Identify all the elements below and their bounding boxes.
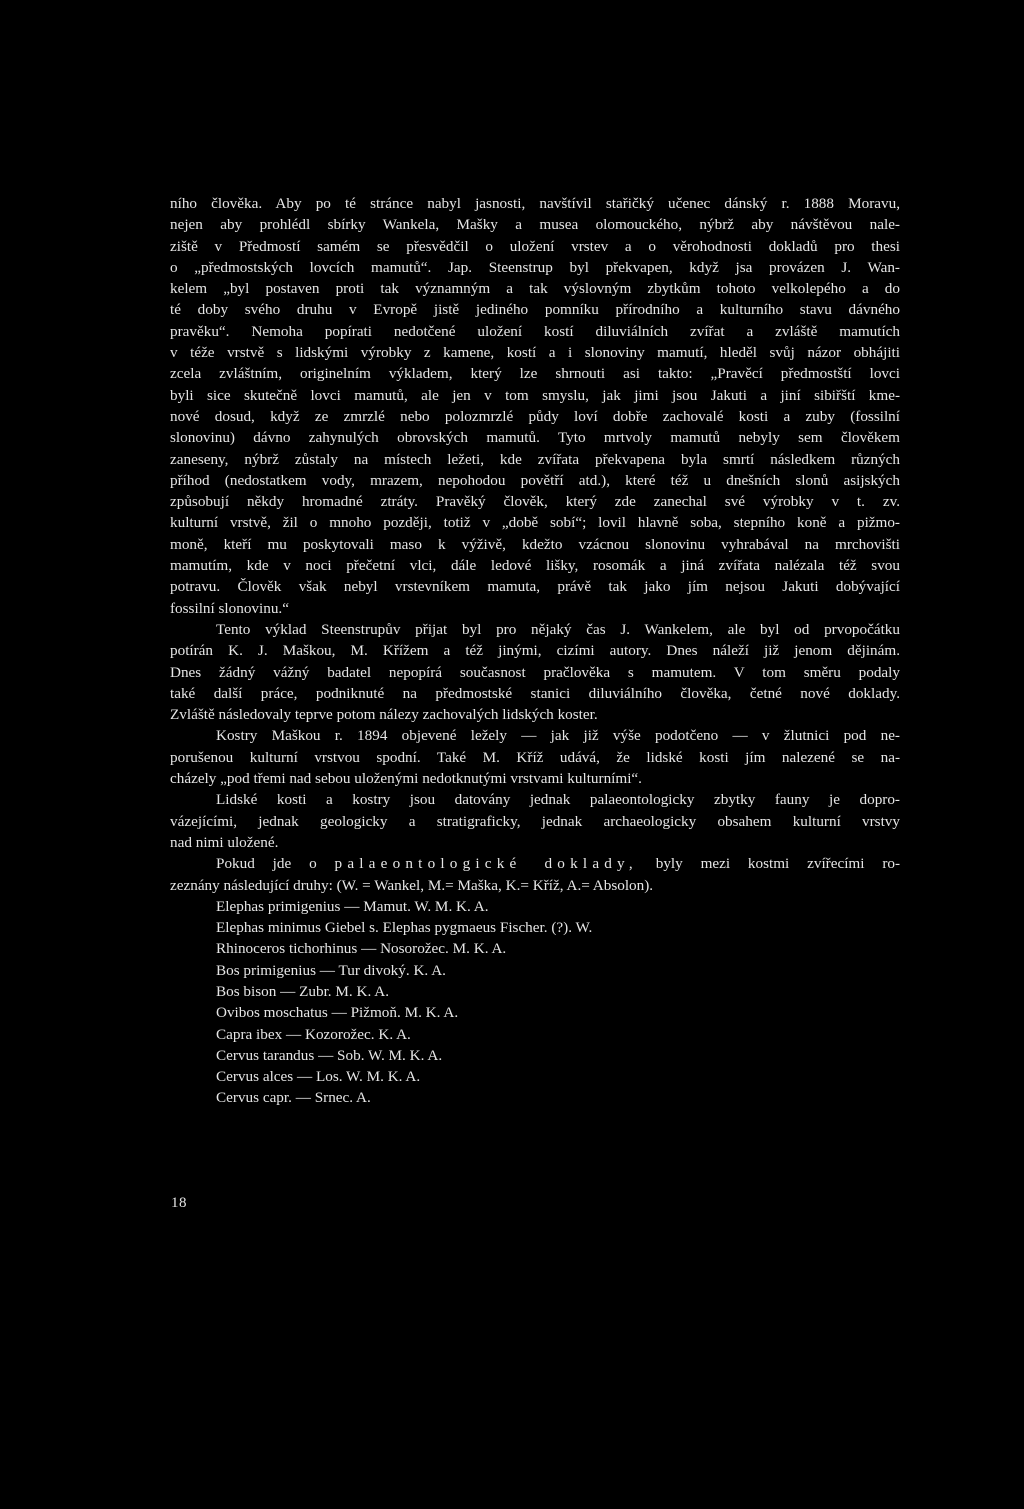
list-item: Cervus alces — Los. W. M. K. A. bbox=[216, 1068, 421, 1086]
text-line: ního člověka. Aby po té stránce nabyl jasnosti, navštívil stařičký učenec dánský r. 1888 Moravu, bbox=[170, 195, 900, 212]
list-item: Ovibos moschatus — Pižmoň. M. K. A. bbox=[216, 1004, 459, 1022]
list-item: Cervus capr. — Srnec. A. bbox=[216, 1089, 371, 1107]
text-line: byli sice skutečně lovci mamutů, ale jen v tom smyslu, jak jimi jsou Jakuti a jiní sibiřští kme- bbox=[170, 386, 900, 404]
text-line: způsobují někdy hromadné ztráty. Pravěký člověk, který zde zanechal své výrobky v t. zv. bbox=[170, 493, 900, 511]
text-line: zeznány následující druhy: (W. = Wankel, M.= Maška, K.= Kříž, A.= Absolon). bbox=[170, 876, 654, 894]
text-line: Dnes žádný vážný badatel nepopírá současnost pračlověka s mamutem. V tom směru podaly bbox=[170, 663, 900, 681]
list-item: Capra ibex — Kozorožec. K. A. bbox=[216, 1025, 411, 1043]
text-line: nové dosud, když ze zmrzlé nebo polozmrzlé půdy loví dobře zachovalé kosti a zuby (fossilní bbox=[170, 407, 900, 425]
species-list bbox=[170, 896, 900, 1109]
text-line: kulturní vrstvě, žil o mnoho později, totiž v „době sobí“; lovil hlavně soba, stepního koně a pižmo- bbox=[170, 514, 900, 532]
text-line: Zvláště následovaly teprve potom nálezy zachovalých lidských koster. bbox=[170, 706, 598, 724]
paragraph-start-line: Lidské kosti a kostry jsou datovány jednak palaeontologicky zbytky fauny je dopro- bbox=[216, 791, 900, 809]
text-line: o „předmostských lovcích mamutů“. Jap. Steenstrup byl překvapen, když jsa provázen J. Wan- bbox=[170, 258, 900, 276]
text-line: pravěku“. Nemoha popírati nedotčené uložení kostí diluviálních zvířat a zvláště mamutích bbox=[170, 322, 900, 340]
text-line: vázejícími, jednak geologicky a stratigraficky, jednak archaeologicky obsahem kulturní vrstvy bbox=[170, 812, 900, 830]
list-item: Bos bison — Zubr. M. K. A. bbox=[216, 982, 389, 1000]
text-line: v téže vrstvě s lidskými výrobky z kamene, kostí a i slonoviny mamutí, hleděl svůj názor obhájiti bbox=[170, 344, 900, 362]
text-fragment: byly mezi kostmi zvířecími ro- bbox=[655, 855, 901, 873]
text-line: zcela zvláštním, originelním výkladem, který lze shrnouti asi takto: „Pravěcí předmostští lovci bbox=[170, 365, 900, 383]
text-line: porušenou kulturní vrstvou spodní. Také M. Kříž udává, že lidské kosti jím nalezené se na- bbox=[170, 748, 900, 766]
page-number: 18 bbox=[171, 1195, 187, 1211]
list-item: Bos primigenius — Tur divoký. K. A. bbox=[216, 961, 446, 979]
text-line: zaneseny, nýbrž zůstaly na místech ležeti, kde zvířata překvapena byla smrtí následkem různých bbox=[170, 450, 900, 468]
text-line: fossilní slonovinu.“ bbox=[170, 599, 289, 617]
text-line: také další práce, podniknuté na předmostské stanici diluviálního člověka, četné nové doklady. bbox=[170, 684, 900, 702]
text-line: moně, kteří mu poskytovali maso k výživě, kdežto vzácnou slonovinu vyhrabával na mrchovišti bbox=[170, 535, 900, 553]
text-line: potravu. Člověk však nebyl vrstevníkem mamuta, právě tak jako jím nejsou Jakuti dobývající bbox=[170, 578, 900, 596]
text-line: té doby svého druhu v Evropě jistě jediného pomníku přírodního a kulturního stavu dávného bbox=[170, 301, 900, 319]
list-item: Cervus tarandus — Sob. W. M. K. A. bbox=[216, 1046, 443, 1064]
text-line: mamutím, kde v noci přečetní vlci, dále ledové lišky, rosomák a jiná zvířata nalézala též svou bbox=[170, 557, 900, 575]
text-fragment: Pokud jde o bbox=[216, 855, 317, 873]
text-line: ziště v Předmostí samém se přesvědčil o uložení vrstev a o věrohodnosti dokladů pro thesi bbox=[170, 237, 900, 255]
list-item: Elephas minimus Giebel s. Elephas pygmaeus Fischer. (?). W. bbox=[216, 919, 593, 937]
paragraph-start-line bbox=[170, 853, 900, 874]
text-line: nad nimi uložené. bbox=[170, 833, 279, 851]
paragraph-start-line: Kostry Maškou r. 1894 objevené ležely — jak již výše podotčeno — v žlutnici pod ne- bbox=[216, 727, 900, 745]
list-item: Elephas primigenius — Mamut. W. M. K. A. bbox=[216, 897, 489, 915]
text-line: kelem „byl postaven proti tak významným a tak výslovným zbytkům tohoto velkolepého a do bbox=[170, 280, 900, 298]
list-item: Rhinoceros tichorhinus — Nosorožec. M. K. A. bbox=[216, 940, 507, 958]
text-line: příhod (nedostatkem vody, mrazem, nepohodou povětří atd.), které též u dnešních slonů asijských bbox=[170, 471, 900, 489]
text-line: potírán K. J. Maškou, M. Křížem a též jinými, cizími autory. Dnes náleží již jenom dějinám. bbox=[170, 642, 900, 660]
text-line: cházely „pod třemi nad sebou uloženými nedotknutými vrstvami kulturními“. bbox=[170, 770, 642, 788]
text-line: nejen aby prohlédl sbírky Wankela, Mašky a musea olomouckého, nýbrž aby návštěvou nale- bbox=[170, 216, 900, 234]
spaced-emphasis: palaeontologické doklady, bbox=[334, 855, 638, 873]
paragraph-start-line: Tento výklad Steenstrupův přijat byl pro nějaký čas J. Wankelem, ale byl od prvopočátku bbox=[216, 620, 900, 638]
text-line: slonovinu) dávno zahynulých obrovských mamutů. Tyto mrtvoly mamutů nebyly sem člověkem bbox=[170, 429, 900, 447]
page-text bbox=[170, 193, 900, 1109]
